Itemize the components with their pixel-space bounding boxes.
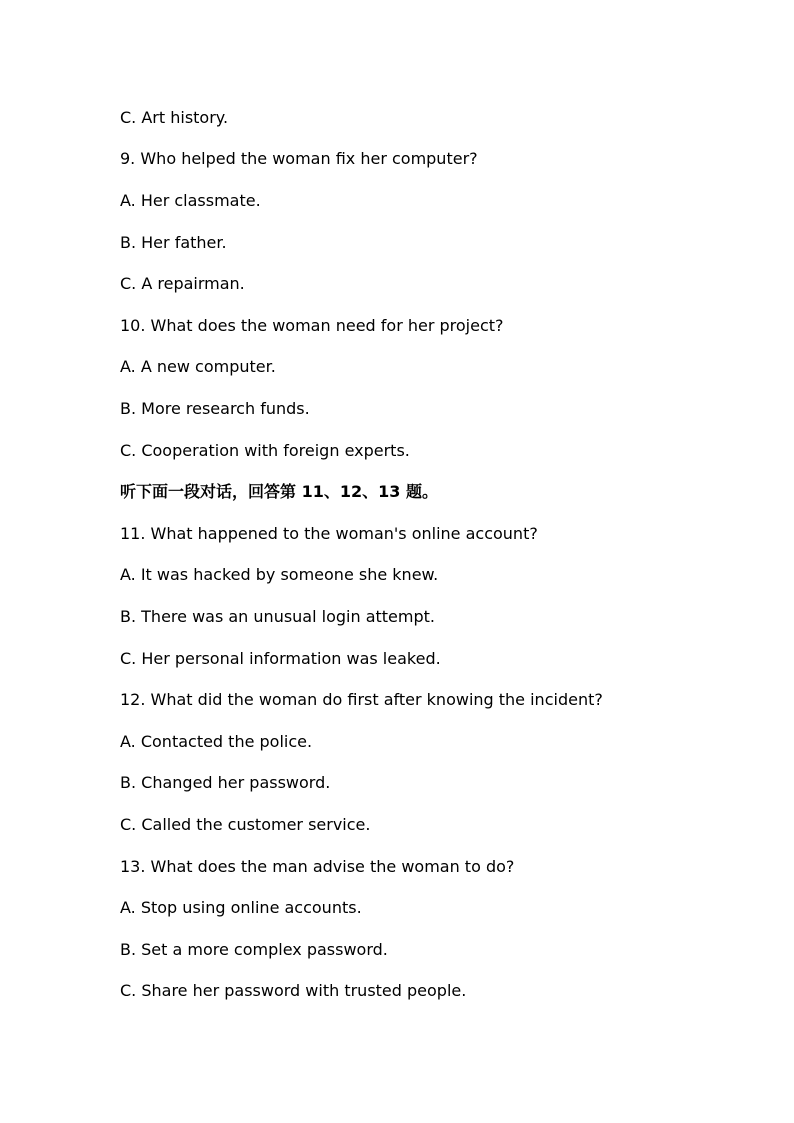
- question-11: 11. What happened to the woman's online account?: [120, 524, 538, 543]
- option-a-q10: A. A new computer.: [120, 357, 276, 376]
- option-b-q9: B. Her father.: [120, 233, 227, 252]
- question-9: 9. Who helped the woman fix her computer?: [120, 149, 478, 168]
- option-c-q13: C. Share her password with trusted people.: [120, 981, 467, 1000]
- option-b-q13: B. Set a more complex password.: [120, 940, 388, 959]
- option-a-q11: A. It was hacked by someone she knew.: [120, 565, 439, 584]
- option-c-q10: C. Cooperation with foreign experts.: [120, 441, 410, 460]
- option-a-q9: A. Her classmate.: [120, 191, 261, 210]
- section-instruction: 听下面一段对话，回答第 11、12、13 题。: [120, 482, 438, 501]
- option-a-q13: A. Stop using online accounts.: [120, 898, 362, 917]
- option-a-q12: A. Contacted the police.: [120, 732, 313, 751]
- question-13: 13. What does the man advise the woman to do?: [120, 857, 515, 876]
- option-c-q11: C. Her personal information was leaked.: [120, 649, 441, 668]
- option-b-q12: B. Changed her password.: [120, 773, 331, 792]
- question-10: 10. What does the woman need for her project?: [120, 316, 504, 335]
- option-c-q12: C. Called the customer service.: [120, 815, 371, 834]
- option-b-q11: B. There was an unusual login attempt.: [120, 607, 435, 626]
- option-c-q9: C. A repairman.: [120, 274, 245, 293]
- question-12: 12. What did the woman do first after knowing the incident?: [120, 690, 603, 709]
- option-c-q8: C. Art history.: [120, 108, 229, 127]
- option-b-q10: B. More research funds.: [120, 399, 310, 418]
